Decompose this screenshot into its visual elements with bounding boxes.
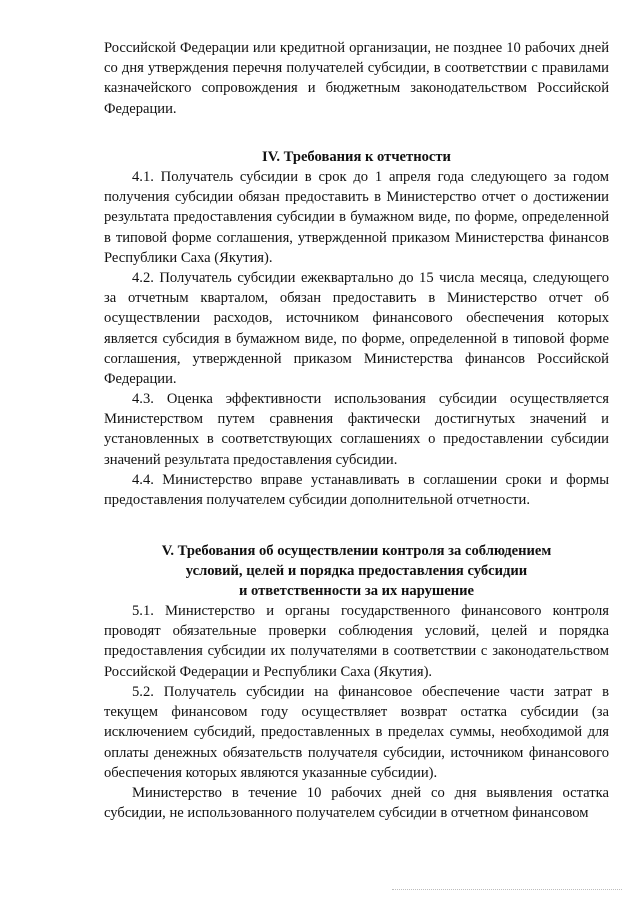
section-5-title-line-3: и ответственности за их нарушение [238, 583, 475, 600]
section-5-title [104, 541, 609, 602]
paragraph-5-2: 5.2. Получатель субсидии на финансовое обеспечение части затрат в текущем финансовом году осуществляет возврат остатка субсидии (за исключением субсидий, предоставленных в пределах суммы, необходимой для оплаты денежных обязательств получателя субсидии, источником финансового обеспечения которых являются указанные субсидии). [104, 684, 609, 781]
scan-artifact-line [392, 889, 622, 892]
section-5-title-line-1: V. Требования об осуществлении контроля за соблюдением [161, 543, 552, 559]
paragraph-4-3: 4.3. Оценка эффективности использования субсидии осуществляется Министерством путем сравнения фактически достигнутых значений и установленных в соответствующих соглашениях о предоставлении субсидии значений результата предоставления субсидии. [104, 391, 609, 468]
intro-paragraph: Российской Федерации или кредитной организации, не позднее 10 рабочих дней со дня утверждения перечня получателей субсидии, в соответствии с правилами казначейского сопровождения и бюджетным законодательством Российской Федерации. [104, 40, 609, 117]
paragraph-5-1: 5.1. Министерство и органы государственного финансового контроля проводят обязательные проверки соблюдения условий, целей и порядка предоставления субсидии их получателями в соответствии с законодательством Российской Федерации и Республики Саха (Якутия). [104, 603, 609, 680]
section-4-title: IV. Требования к отчетности [262, 149, 451, 165]
paragraph-4-2: 4.2. Получатель субсидии ежеквартально до 15 числа месяца, следующего за отчетным кварталом, обязан предоставить в Министерство отчет об осуществлении расходов, источником финансового обеспечения которых является субсидия в бумажном виде, по форме, определенной в типовой форме соглашения, утвержденной приказом Министерства финансов Российской Федерации. [104, 270, 609, 388]
paragraph-5-2-continued: Министерство в течение 10 рабочих дней со дня выявления остатка субсидии, не использованного получателем субсидии в отчетном финансовом [104, 785, 609, 822]
paragraph-4-1: 4.1. Получатель субсидии в срок до 1 апреля года следующего за годом получения субсидии обязан предоставить в Министерство отчет о достижении результата предоставления субсидии в бумажном виде, по форме, определенной в типовой форме соглашения, утвержденной приказом Министерства финансов Республики Саха (Якутия). [104, 169, 609, 266]
section-5-title-line-2: условий, целей и порядка предоставления субсидии [185, 563, 528, 580]
paragraph-4-4: 4.4. Министерство вправе устанавливать в соглашении сроки и формы предоставления получателем субсидии дополнительной отчетности. [104, 472, 609, 509]
